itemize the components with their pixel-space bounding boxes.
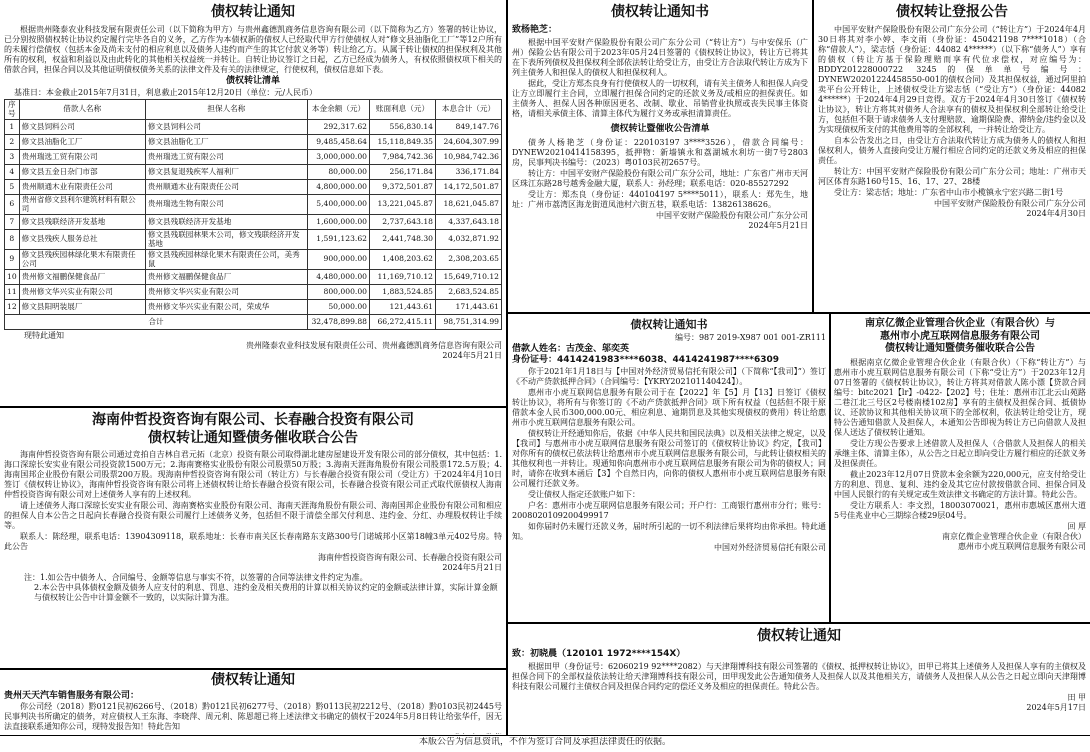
total: 18,621,045.87: [436, 194, 502, 214]
borrower-ids: 身份证号：4414241983****6038、4414241987****6309: [512, 355, 779, 365]
col-header: 借款人名称: [19, 99, 145, 119]
date: 2024年5月21日: [442, 350, 502, 360]
borrower-name: 贵州省修文县利尔建筑材料有限公司: [19, 194, 145, 214]
notice-debt-transfer-list: [4, 2, 502, 404]
divider-h: [0, 406, 507, 408]
detail: 受让方：梁志恬；地址：广东省中山市小榄镇永宁宏兴路二街1号: [834, 187, 1064, 197]
borrower-name: 修文县残疾人服务总社: [19, 229, 145, 249]
total-interest: 66,272,415.11: [370, 314, 436, 329]
row-index: 1: [5, 119, 20, 134]
interest: 9,372,501.87: [370, 179, 436, 194]
recipient: 贵州天天汽车销售服务有限公司：: [4, 690, 140, 701]
row-index: 2: [5, 134, 20, 149]
principal: 292,317.62: [308, 119, 370, 134]
special-notice: 现特此通知: [24, 330, 64, 340]
notice-body: 据此，受让方郑杰良身有行使债权人的一切权利，请有关主债务人和担保人向受让方立即履行主合同，立即履行担保合同约定的还款义务及/或相应的担保责任。如主债务人、担保人因各种原因更名、改制、歇业、吊销营业执照或丧失民事主体资格，请相关承债主体、清算主体代为履行义务或承担清算责任。: [512, 78, 808, 118]
guarantor-name: 贵州修文福鹏保健食品厂: [145, 269, 307, 284]
notice-body: 你公司经（2018）黔0121民初6266号、（2018）黔0121民初6277号、（2018）黔0113民初2212号、（2018）黔0103民初2445号民事判决书所确定的债务，对应债权人王东海、李晓萍、周元利、陈恩超已将上述法律文书确定的债权于2024年5月8日转让给张华仟，因无法直接联系通知你公司，现特发报告知！特此告知: [4, 701, 502, 731]
contact: 联系人：陈经理，联系电话：13904309118，联系地址：长春市南关区长春南路东支路300号门诺城邦小区第18幢3单元402号房。特此公告: [4, 532, 502, 551]
total: 15,649,710.12: [436, 269, 502, 284]
notice-body: 根据田甲（身份证号：62060219 92****2082）与天津翔博科技有限公司签署的《债权、抵押权转让协议》，田甲已将其上述债务人及担保人享有的主债权及担保合同下的全部权益依法转让给天津翔博科技有限公司，田甲现发此公告通知债务人及担保人以及其他相关方，请债务人及担保人从公告之日起立即向天津翔博科技有限公司履行主债权合同及担保合同约定的偿还义务及相应的担保责任。特此公告。: [512, 661, 1086, 691]
total: 849,147.76: [436, 119, 502, 134]
divider-v: [829, 314, 831, 622]
table-note: 基准日：本金截止2015年7月31日，利息截止2015年12月20日（单位：元/人民币）: [14, 87, 318, 97]
notice-title: 债权转让通知: [211, 672, 295, 688]
detail: 转让方：中国平安财产保险股份有限公司广东分公司；地址：广州市天河区体育东路160号15、16、17、27、28楼: [818, 166, 1086, 186]
divider-v: [812, 0, 814, 312]
principal: 1,591,123.62: [308, 229, 370, 249]
principal: 50,000.00: [308, 299, 370, 314]
interest: 556,830.14: [370, 119, 436, 134]
notice-body: 如你届时仍未履行还款义务，届时所引起的一切不利法律后果将均由你承担。特此通知。: [512, 522, 826, 542]
table-row: [5, 269, 502, 284]
total: 4,032,871.92: [436, 229, 502, 249]
total: 10,984,742.36: [436, 149, 502, 164]
guarantor-name: 贵州瑞选生物有限公司: [145, 194, 307, 214]
total: 2,683,524.85: [436, 284, 502, 299]
principal: 4,800,000.00: [308, 179, 370, 194]
signer: 田 甲: [1067, 692, 1086, 702]
row-index: 6: [5, 194, 20, 214]
interest: 7,984,742.36: [370, 149, 436, 164]
recipient: 致杨艳芝：: [512, 24, 558, 35]
borrower-name: 修文县残疾园林绿化果木有限责任公司: [19, 249, 145, 269]
borrower-name: 修文县残联经济开发基地: [19, 214, 145, 229]
notice-body: 受让方现公告要求上述借款人及担保人（合借款人及担保人的相关承继主体、清算主体），从公告之日起立即向受让方履行相应的还款义务及担保责任。: [834, 438, 1086, 468]
notice-body: 截止2023年12月07日贷款本金余额为220,000元，应支付给受让方的利息、罚息、复利、违约金及其它应付款按借款合同、担保合同及中国人民银行的有关规定或生效法律文书确定的方法计算。特此公告。: [834, 469, 1086, 499]
row-index: 4: [5, 164, 20, 179]
row-index: 11: [5, 284, 20, 299]
col-header: 本金余额（元）: [308, 99, 370, 119]
divider-h: [507, 312, 1090, 314]
notice-title: 债权转让通知书: [611, 4, 709, 20]
recipient: 致：初晓晨（120101 1972****154X）: [512, 648, 686, 659]
page-footer: 本版公告为信息资讯，不作为签订合同及承担法律责任的依据。: [418, 737, 671, 747]
divider-h: [507, 622, 1090, 624]
guarantor-name: 贵州顺通木业有限责任公司: [145, 179, 307, 194]
guarantor-name: 修文县残疾园林绿化果木有限责任公司，美秀鼠: [145, 249, 307, 269]
signer: 中国平安财产保险股份有限公司广东分公司: [656, 211, 808, 220]
date: 2024年5月21日: [442, 563, 502, 572]
signer: 南京亿微企业管理合伙企业（有限合伙）: [942, 531, 1086, 541]
account: 户名：惠州市小虎互联网信息服务有限公司；开户行：工商银行惠州市分行；账号：2008020109200499917: [512, 501, 826, 521]
total: 336,171.84: [436, 164, 502, 179]
row-index: 8: [5, 229, 20, 249]
end-mark: 回 厚: [1067, 521, 1086, 531]
interest: 121,443.61: [370, 299, 436, 314]
signer: 贵州隆泰农业科技发展有限责任公司、贵州鑫德凯商务信息咨询有限公司: [246, 340, 502, 350]
notice-title: 南京亿微企业管理合伙企业（有限合伙）与: [865, 318, 1055, 329]
interest: 2,737,643.18: [370, 214, 436, 229]
list-title: 债权转让暨催收公告清单: [610, 123, 710, 134]
table-row: [5, 149, 502, 164]
detail: 受让方：郑杰良（身份证：440104197 5****5011），联系人：郑先生，地址：广州市荔湾区海龙街道凤池村六街五巷，联系电话：13826138626。: [512, 190, 808, 209]
guarantor-name: 贵州修文华兴实业有限公司，荣成华: [145, 299, 307, 314]
principal: 1,600,000.00: [308, 214, 370, 229]
row-index: 9: [5, 249, 20, 269]
row-index: 12: [5, 299, 20, 314]
table-row: [5, 134, 502, 149]
notice-body: 你于2021年1月18日与【中国对外经济贸易信托有限公司】（下简称“【我司】”）签订《不动产贷款抵押合同》（合同编号：【YKRY202101140424】）。: [512, 367, 826, 387]
notice-body: 根据南京亿微企业管理合伙企业（有限合伙）（下称“转让方”）与惠州市小虎互联网信息服务有限公司（下称“受让方”）于2023年12月07日签署的《债权转让协议》，转让方将其对借款人陈小漂【贷款合同编号：bitc2021【lr】-0422-【202】号；住址：惠州市江北云山苑路二巷江北三号区2号楼南楼102房】享有的主债权及担保合同、抵债协议、还款协议和其他相关协议项下的全部权利，依法转让给受让方，现特公告通知借款人及担保人，本通知公告即视为转让方已向借款人及担保人送达了债权转让通知。: [834, 357, 1086, 437]
guarantor-name: 修文县饲料公司: [145, 119, 307, 134]
table-row: [5, 229, 502, 249]
borrowers: 借款人姓名：古茂金、邬奕英: [512, 343, 630, 354]
table-row: [5, 249, 502, 269]
row-index: 5: [5, 179, 20, 194]
notice-body: 请上述债务人海口深琼长安实业有限公司、海南赛格实业股份有限公司、海南天涯海角股份有限公司、海南国邦企业股份有限公司和相应的担保人自本公告之日起向长春融合投资有限公司履行上述债务义务，包括但不限于清偿全部欠付利息、违约金、分红、办理股权转让手续等。: [4, 501, 502, 530]
table-row: [5, 164, 502, 179]
divider-h: [0, 668, 507, 670]
col-header: 本息合计（元）: [436, 99, 502, 119]
interest: 13,221,045.87: [370, 194, 436, 214]
table-total-row: [5, 314, 502, 329]
notice-joint-announcement: [4, 410, 502, 666]
table-row: [5, 284, 502, 299]
divider-v: [506, 0, 508, 735]
notice-body: 受让债权人指定还款账户如下：: [528, 490, 640, 500]
notice-title: 债权转让登报公告: [896, 4, 1008, 20]
notice-body: 自本公告发出之日，由受让方合法取代转让方成为债务人的债权人和担保权利人，债务人直接向受让方履行相应合同约定的还款义务及相应的担保责任。: [818, 135, 1086, 165]
borrower-name: 贵州顺通木业有限责任公司: [19, 179, 145, 194]
table-header-row: [5, 99, 502, 119]
notice-body: 根据贵州隆泰农业科技发展有限责任公司（以下简称为甲方）与贵州鑫德凯商务信息咨询有限公司（以下简称为乙方）签署的转让协议，已分别按照债权转让协议约定履行完毕各自的义务，乙方作为本债权新的债权人已经取代甲方行使债权人对“修文县油脂化工厂”等12户所有的未履行偿债权（包括本金及尚未支付的相应利息以及债务人违约而产生的其它付款义务等）转让给乙方。从属于转让债权的担保权利及其他所有的权利，权益和利益以及由此转化的其他相关权益统一并转让。自转让协议签订之日起，乙方已经成为债务人，有权依照债权项下相关的借款合同，担保合同以及其他证明债权债务关系的法律文件及有关的法律规定，行使权利，债权信息如下表。: [4, 24, 502, 74]
contact: 受让方联系人：李文烈，18003070021，惠州市惠城区惠州大道5号佳兆业中心三期综合楼29层04号。: [834, 500, 1086, 520]
notice-title: 债权转让通知书: [630, 318, 708, 331]
notice-subtitle: 债权转让通知暨债务催收联合公告: [148, 429, 358, 446]
col-header: 担保人名称: [145, 99, 307, 119]
notice-body: 中国平安财产保险股份有限公司广东分公司（“转让方”）于2024年4月30日将其对李小婷、李文雨（身份证：450421198 7****1018）（合称“借款人”），梁志恬（身份证：44082 4******）（以下称“债务人”）享有的债权（转让方基于保险理赔而享有代位求偿权，对应编号为：BDDY201228000722 3245的保单单号编号：DYNEW20201224458550-001的债权合同）及其担保权益，通过阿里拍卖平台公开转让，上述债权受让方梁志恬（“受让方”）（身份证：44082 4******）于2024年4月29日竞得。双方于2024年4月30日签订《债权转让协议》，转让方将其对债务人合法享有的债权及担保权利全部转让给受让方，包括但不限于请求债务人支付理赔款、逾期保险费、滞纳金/违约金以及为实现债权所支付的其他费用等的全部权利，一并转让给受让方。: [818, 24, 1086, 134]
principal: 900,000.00: [308, 249, 370, 269]
guarantor-name: 修文县残联园林果木公司，修文残联经济开发基地: [145, 229, 307, 249]
notice-body: 根据中国平安财产保险股份有限公司广东分公司（“转让方”）与中安保乐（广州）保险公估有限公司于2023年05月24日签署的《债权转让协议》，转让方已将其在下表所列债权及担保权利全部依法转让给受让方，由受让方合法取代转让方成为下列主债务人和担保人的债权人和担保权利人。: [512, 37, 808, 77]
borrower-name: 贵州瑞选工贸有限公司: [19, 149, 145, 164]
table-title: 债权转让清单: [225, 75, 280, 86]
principal: 9,485,458.64: [308, 134, 370, 149]
col-header: 序号: [5, 99, 20, 119]
detail: 转让方：中国平安财产保险股份有限公司广东分公司，地址：广东省广州市天河区珠江东路28号越秀金融大厦，联系人：孙经理；联系电话：020-85527292: [512, 169, 808, 188]
note: 2.本公告中具体债权金额及债务人应支付的利息、罚息、违约金及相关费用的计算以相关协议约定的金额或法律计算，实际计算金额与债权转让公告中计算金额不一致的，以实际计算为准。: [34, 583, 498, 602]
notice-nanjing-joint: [834, 316, 1086, 620]
notice-title: 债权转让通知: [757, 628, 841, 644]
table-row: [5, 299, 502, 314]
signer: [4, 733, 502, 734]
principal: 80,000.00: [308, 164, 370, 179]
principal: 5,400,000.00: [308, 194, 370, 214]
principal: 4,480,000.00: [308, 269, 370, 284]
notice-transfer-letter: [512, 2, 808, 310]
notice-title: 债权转让通知: [211, 4, 295, 20]
total: 2,308,203.65: [436, 249, 502, 269]
notice-trust-transfer: [512, 316, 826, 620]
notice-transfer-announcement: [818, 2, 1086, 310]
principal: 800,000.00: [308, 284, 370, 299]
interest: 2,441,748.30: [370, 229, 436, 249]
notice-title: 海南仲哲投资咨询有限公司、长春融合投资有限公司: [92, 412, 414, 428]
date: 2024年5月17日: [1026, 702, 1086, 712]
note: 注：1.如公告中债务人、合同编号、金额等信息与事实不符，以签署的合同等法律文件约定为准。: [24, 573, 368, 582]
total: 4,337,643.18: [436, 214, 502, 229]
debt-table: [4, 99, 502, 330]
total: 171,443.61: [436, 299, 502, 314]
notice-body: 惠州市小虎互联网信息服务有限公司于在【2022】年【5】月【13】日签订《债权转让协议》，将所有与你签订的《不动产贷款抵押合同》项下所有权益（包括但不限于原借款本金人民币300,000.00元、相应利息、逾期罚息及其他实现债权的费用）转让给惠州市小虎互联网信息服务有限公司。: [512, 388, 826, 428]
table-row: [5, 119, 502, 134]
signer: 中国对外经济贸易信托有限公司: [714, 543, 826, 553]
total: 24,604,307.99: [436, 134, 502, 149]
borrower-name: 贵州修文福鹏保健食品厂: [19, 269, 145, 284]
borrower-name: 修文县五金日杂门市部: [19, 164, 145, 179]
interest: 15,118,849.35: [370, 134, 436, 149]
notice-title: 惠州市小虎互联网信息服务有限公司: [880, 330, 1040, 342]
table-row: [5, 179, 502, 194]
guarantor-name: 修文县残联经济开发基地: [145, 214, 307, 229]
borrower-name: 修文县阳明装展厂: [19, 299, 145, 314]
table-row: [5, 214, 502, 229]
interest: 1,883,524.85: [370, 284, 436, 299]
row-index: 7: [5, 214, 20, 229]
borrower-name: 修文县饲料公司: [19, 119, 145, 134]
notice-subtitle: 债权转让通知暨债务催收联合公告: [885, 343, 1035, 354]
notice-tianjin: [512, 626, 1086, 734]
guarantor-name: 修文县油脂化工厂: [145, 134, 307, 149]
principal: 3,000,000.00: [308, 149, 370, 164]
guarantor-name: 贵州瑞选工贸有限公司: [145, 149, 307, 164]
date: 2024年4月30日: [1026, 208, 1086, 218]
row-index: 3: [5, 149, 20, 164]
borrower-name: 贵州修文华兴实业有限公司: [19, 284, 145, 299]
divider-h: [0, 735, 1090, 736]
total-principal: 32,478,899.88: [308, 314, 370, 329]
guarantor-name: 贵州修文华兴实业有限公司: [145, 284, 307, 299]
table-row: [5, 194, 502, 214]
row-index: 10: [5, 269, 20, 284]
total: 14,172,501.87: [436, 179, 502, 194]
notice-body: 债权转让开经通知你后，依据《中华人民共和国民法典》以及相关法律之规定，以及【我司】与惠州市小虎互联网信息服务有限公司签订的《债权转让协议》约定，【我司】对你所有的债权已依法转让给惠州市小虎互联网信息服务有限公司，与此转让债权相关的其他权利也一并转让。现通知你向惠州市小虎互联网信息服务有限公司为你的债权人；同时，请你在收到本函后【3】个自然日内，向你的债权人惠州市小虎互联网信息服务有限公司履行还款义务。: [512, 429, 826, 489]
total-label: 合计: [5, 314, 308, 329]
guarantor-name: 修文县复退残疾军人福利厂: [145, 164, 307, 179]
notice-body: 海南仲哲投资咨询有限公司通过竞拍自吉林自君元拓（北京）投资有限公司取得湖北建房屋建设开发有限公司的部分债权，其中包括：1.海口深琼长安实业有限公司投资款1500万元；2.海南赛格实业股份有限公司股票50万股；3.海南天涯海角股份有限公司股票172.5万股；4.海南国邦企业股份有限公司股票200万股。现海南仲哲投资咨询有限公司（转让方）与长春融合投资有限公司（受让方）于2024年4月10日签订《债权转让协议》，海南仲哲投资咨询有限公司将上述债权转让给长春融合投资有限公司，长春融合投资有限公司正式取代原债权人海南仲哲投资咨询有限公司对上述债务人享有的上述权利。: [4, 450, 502, 499]
notice-car-company: [4, 672, 502, 734]
col-header: 账面利息（元）: [370, 99, 436, 119]
borrower-name: 修文县油脂化工厂: [19, 134, 145, 149]
total-sum: 98,751,314.99: [436, 314, 502, 329]
signer: 海南仲哲投资咨询有限公司、长春融合投资有限公司: [318, 553, 502, 562]
detail: 债务人杨艳芝（身份证：220103197 3****3526），借款合同编号：DYNEW20210414158395，抵押物：新墙镇永和荔湖城水利坊一街7号2803房，民事判决书编号：（2023）粤0103民初2657号。: [512, 138, 808, 167]
interest: 11,169,710.12: [370, 269, 436, 284]
interest: 256,171.84: [370, 164, 436, 179]
interest: 1,408,203.62: [370, 249, 436, 269]
signer: 惠州市小虎互联网信息服务有限公司: [958, 541, 1086, 551]
notice-number: 编号：987 2019-X987 001 001-ZR111: [674, 332, 826, 342]
signer: 中国平安财产保险股份有限公司广东分公司: [934, 198, 1086, 208]
date: 2024年5月21日: [748, 221, 808, 230]
